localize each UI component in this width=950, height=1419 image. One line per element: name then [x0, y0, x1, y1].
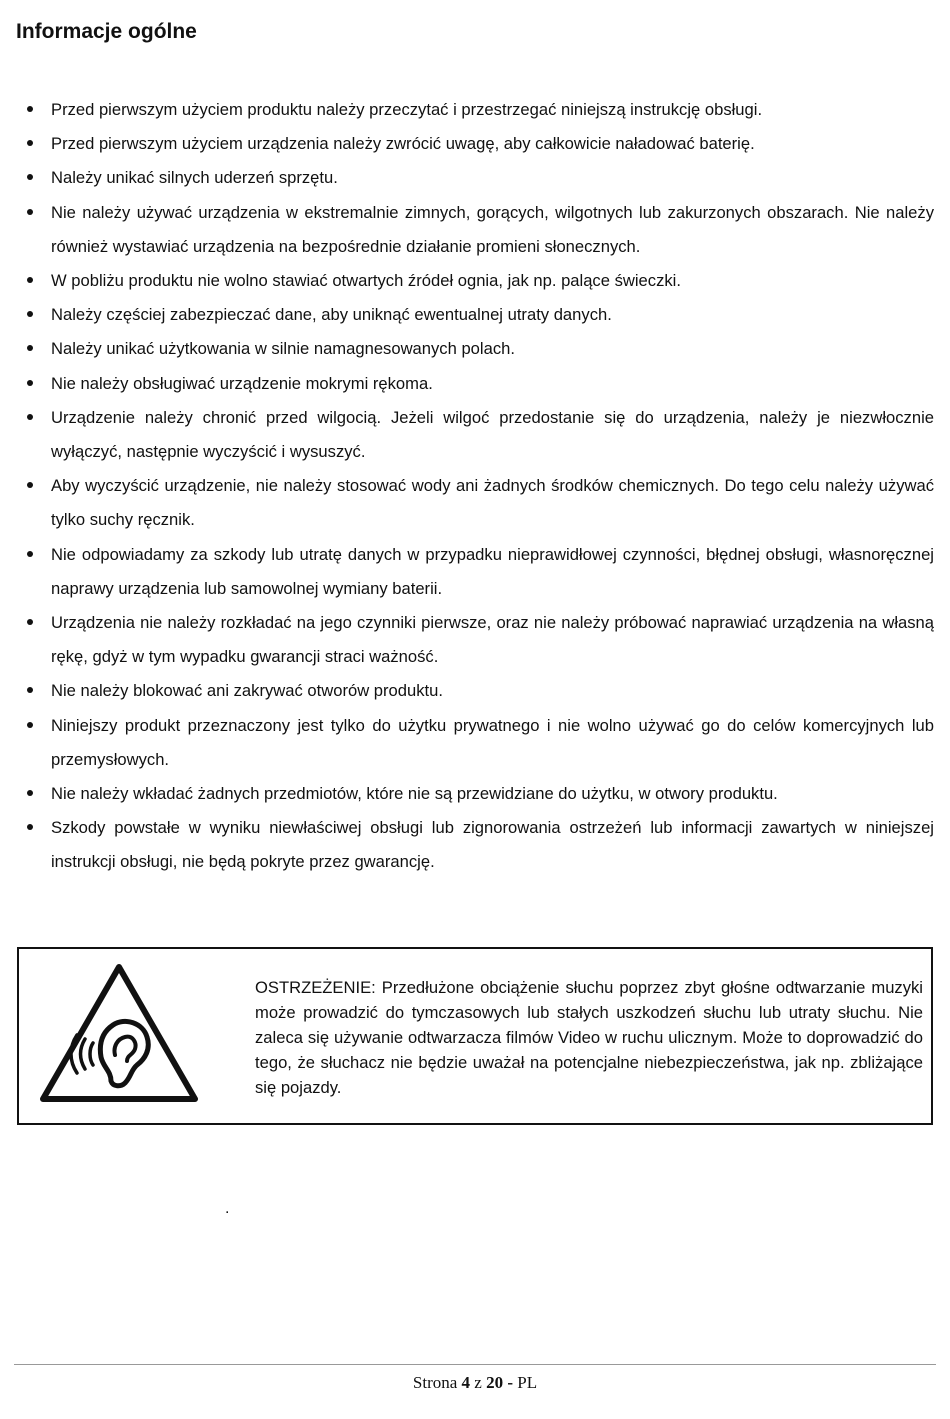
list-item: Należy unikać użytkowania w silnie namagnesowanych polach.	[51, 332, 934, 366]
hearing-warning-icon	[39, 963, 199, 1105]
footer-divider	[14, 1364, 936, 1365]
warning-text	[255, 975, 923, 1100]
warning-label: OSTRZEŻENIE	[255, 978, 372, 997]
page-footer	[0, 1373, 950, 1393]
list-item: Nie należy wkładać żadnych przedmiotów, które nie są przewidziane do użytku, w otwory produktu.	[51, 777, 934, 811]
footer-separator: -	[503, 1373, 518, 1392]
list-item: Nie należy blokować ani zakrywać otworów produktu.	[51, 674, 934, 708]
list-item: Nie odpowiadamy za szkody lub utratę danych w przypadku nieprawidłowej czynności, błędnej obsługi, własnoręcznej naprawy urządzenia lub samowolnej wymiany baterii.	[51, 538, 934, 606]
footer-language: PL	[517, 1373, 538, 1392]
list-item: Należy unikać silnych uderzeń sprzętu.	[51, 161, 934, 195]
footer-page-total: 20	[486, 1373, 504, 1392]
list-item: Niniejszy produkt przeznaczony jest tylko do użytku prywatnego i nie wolno używać go do celów komercyjnych lub przemysłowych.	[51, 709, 934, 777]
list-item: Nie należy obsługiwać urządzenie mokrymi rękoma.	[51, 367, 934, 401]
list-item: W pobliżu produktu nie wolno stawiać otwartych źródeł ognia, jak np. palące świeczki.	[51, 264, 934, 298]
hearing-warning-box	[17, 947, 933, 1125]
list-item: Należy częściej zabezpieczać dane, aby uniknąć ewentualnej utraty danych.	[51, 298, 934, 332]
list-item: Szkody powstałe w wyniku niewłaściwej obsługi lub zignorowania ostrzeżeń lub informacji zawartych w niniejszej instrukcji obsługi, nie będą pokryte przez gwarancję.	[51, 811, 934, 879]
page-title: Informacje ogólne	[16, 20, 197, 43]
list-item: Urządzenia nie należy rozkładać na jego czynniki pierwsze, oraz nie należy próbować naprawiać urządzenia na własną rękę, gdyż w tym wypadku gwarancji straci ważność.	[51, 606, 934, 674]
list-item: Przed pierwszym użyciem urządzenia należy zwrócić uwagę, aby całkowicie naładować baterię.	[51, 127, 934, 161]
footer-mid: z	[470, 1373, 487, 1392]
stray-mark: .	[225, 1200, 230, 1217]
list-item: Urządzenie należy chronić przed wilgocią. Jeżeli wilgoć przedostanie się do urządzenia, należy je niezwłocznie wyłączyć, następnie wyczyścić i wysuszyć.	[51, 401, 934, 469]
list-item: Przed pierwszym użyciem produktu należy przeczytać i przestrzegać niniejszą instrukcję obsługi.	[51, 93, 934, 127]
list-item: Nie należy używać urządzenia w ekstremalnie zimnych, gorących, wilgotnych lub zakurzonych obszarach. Nie należy również wystawiać urządzenia na bezpośrednie działanie promieni słonecznych.	[51, 196, 934, 264]
footer-prefix: Strona	[412, 1373, 462, 1392]
list-item: Aby wyczyścić urządzenie, nie należy stosować wody ani żadnych środków chemicznych. Do tego celu należy używać tylko suchy ręcznik.	[51, 469, 934, 537]
footer-page-number: 4	[461, 1373, 471, 1392]
safety-instructions-list	[51, 93, 934, 880]
warning-body: : Przedłużone obciążenie słuchu poprzez zbyt głośne odtwarzanie muzyki może prowadzić do tymczasowych lub stałych uszkodzeń słuchu lub utraty słuchu. Nie zaleca się używanie odtwarzacza filmów Video w ruchu ulicznym. Może to doprowadzić do tego, że słuchacz nie będzie uważał na potencjalne niebezpieczeństwa, jak np. zbliżające się pojazdy.	[255, 978, 923, 1097]
